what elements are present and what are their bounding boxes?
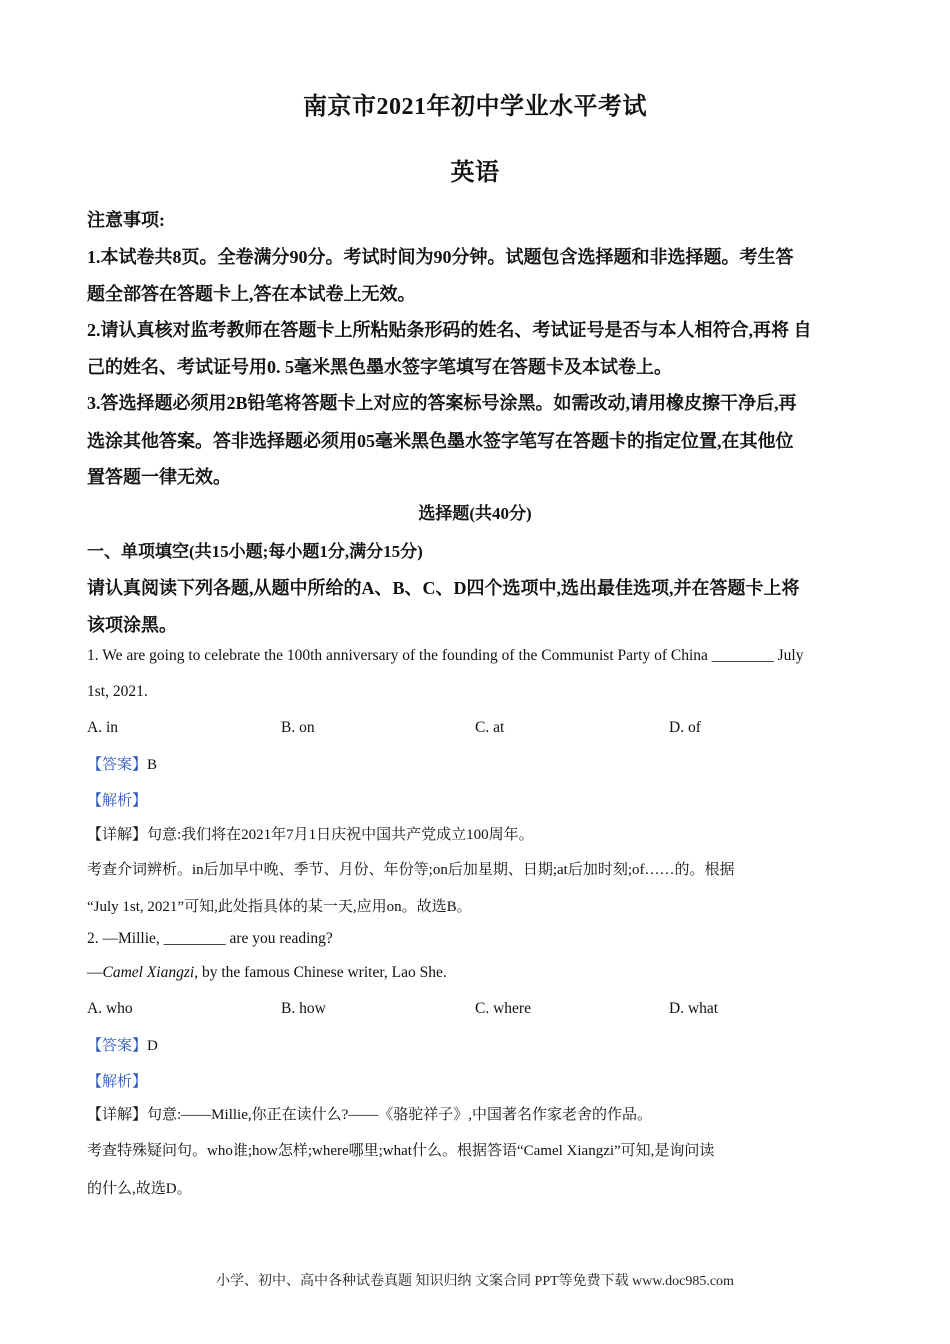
- book-title: Camel Xiangzi: [102, 964, 195, 981]
- detail-tag: 【详解】: [87, 1107, 148, 1123]
- option-d: D. what: [669, 1000, 719, 1017]
- option-c: C. at: [475, 719, 505, 736]
- question-stem: 1st, 2021.: [87, 683, 148, 700]
- question-stem: 2. —Millie, ________ are you reading?: [87, 930, 333, 947]
- notice-line: 3.答选择题必须用2B铅笔将答题卡上对应的答案标号涂黑。如需改动,请用橡皮擦干净后,再: [87, 393, 797, 413]
- instruction-line: 请认真阅读下列各题,从题中所给的A、B、C、D四个选项中,选出最佳选项,并在答题卡上将: [87, 578, 800, 598]
- explain-line: 考查特殊疑问句。who谁;how怎样;where哪里;what什么。根据答语“Camel Xiangzi”可知,是询问读: [87, 1143, 715, 1159]
- question-stem: [87, 964, 867, 982]
- option-b: B. on: [281, 719, 315, 736]
- notice-line: 题全部答在答题卡上,答在本试卷上无效。: [87, 284, 416, 304]
- explain-line: 考查介词辨析。in后加早中晚、季节、月份、年份等;on后加星期、日期;at后加时刻;of……的。根据: [87, 862, 735, 878]
- detail-text: 句意:我们将在2021年7月1日庆祝中国共产党成立100周年。: [147, 827, 534, 843]
- instruction-line: 该项涂黑。: [87, 615, 177, 635]
- answer-tag: 【答案】: [87, 1038, 148, 1054]
- detail-line: [87, 1103, 867, 1124]
- notice-heading: 注意事项:: [87, 210, 165, 230]
- explain-line: “July 1st, 2021”可知,此处指具体的某一天,应用on。故选B。: [87, 899, 472, 915]
- notice-line: 2.请认真核对监考教师在答题卡上所粘贴条形码的姓名、考试证号是否与本人相符合,再将 自: [87, 320, 812, 340]
- option-b: B. how: [281, 1000, 326, 1017]
- option-a: A. who: [87, 1000, 133, 1017]
- notice-line: 置答题一律无效。: [87, 467, 231, 487]
- detail-line: [87, 823, 867, 844]
- detail-text: 句意:——Millie,你正在读什么?——《骆驼祥子》,中国著名作家老舍的作品。: [147, 1107, 653, 1123]
- notice-line: 己的姓名、考试证号用0. 5毫米黑色墨水签字笔填写在答题卡及本试卷上。: [87, 357, 672, 377]
- stem-rest: , by the famous Chinese writer, Lao She.: [194, 964, 447, 981]
- question-stem: 1. We are going to celebrate the 100th anniversary of the founding of the Communist Party of China ________ July: [87, 647, 804, 664]
- notice-line: 1.本试卷共8页。全卷满分90分。考试时间为90分钟。试题包含选择题和非选择题。考生答: [87, 247, 794, 267]
- answer-line: [87, 753, 867, 774]
- part-title: 一、单项填空(共15小题;每小题1分,满分15分): [87, 542, 423, 561]
- answer-line: [87, 1034, 867, 1055]
- answer-tag: 【答案】: [87, 757, 148, 773]
- section-title: 选择题(共40分): [418, 504, 532, 523]
- option-d: D. of: [669, 719, 701, 736]
- notice-line: 选涂其他答案。答非选择题必须用05毫米黑色墨水签字笔写在答题卡的指定位置,在其他位: [87, 431, 794, 451]
- analysis-tag: 【解析】: [87, 1074, 148, 1090]
- answer-value: B: [147, 757, 158, 773]
- analysis-tag: 【解析】: [87, 793, 148, 809]
- stem-dash: —: [87, 964, 103, 981]
- page-footer: 小学、初中、高中各种试卷真题 知识归纳 文案合同 PPT等免费下载 www.doc985.com: [216, 1274, 734, 1289]
- option-a: A. in: [87, 719, 118, 736]
- detail-tag: 【详解】: [87, 827, 148, 843]
- option-c: C. where: [475, 1000, 531, 1017]
- subject-title: 英语: [450, 160, 500, 186]
- exam-title: 南京市2021年初中学业水平考试: [303, 94, 647, 120]
- answer-value: D: [147, 1038, 158, 1054]
- explain-line: 的什么,故选D。: [87, 1181, 192, 1197]
